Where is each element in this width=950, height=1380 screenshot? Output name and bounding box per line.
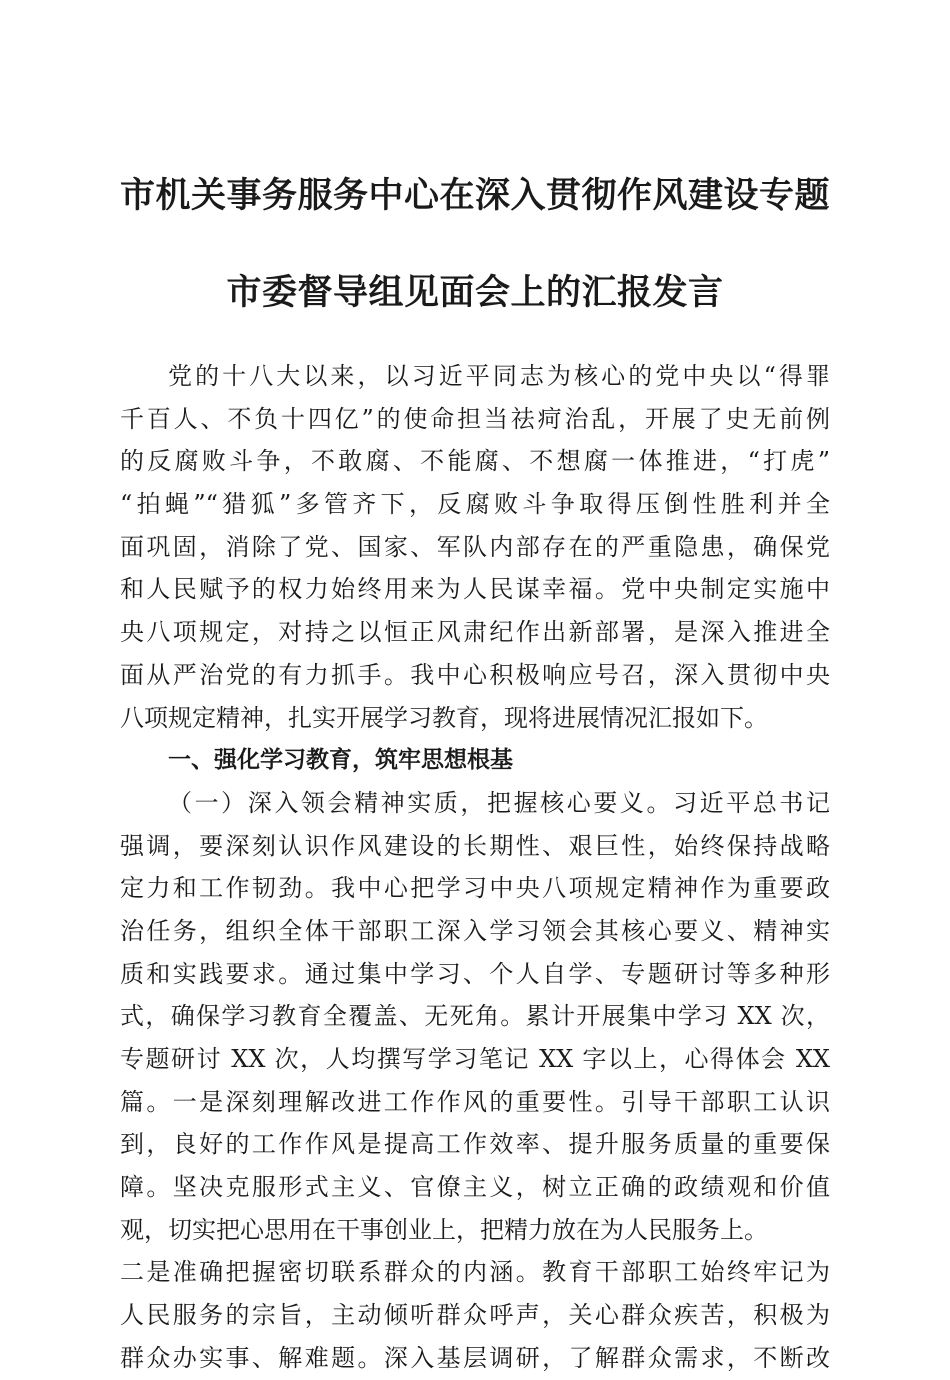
paragraph-line: “拍蝇”“猎狐”多管齐下，反腐败斗争取得压倒性胜利并全 [120,490,830,519]
paragraph-line: 到，良好的工作作风是提高工作效率、提升服务质量的重要保 [120,1130,830,1159]
paragraph-line: 群众办实事、解难题。深入基层调研，了解群众需求，不断改 [120,1343,830,1372]
paragraph-line: 定力和工作韧劲。我中心把学习中央八项规定精神作为重要政 [120,874,830,903]
paragraph-line: 式，确保学习教育全覆盖、无死角。累计开展集中学习 XX 次， [120,1002,830,1031]
paragraph-line: 人民服务的宗旨，主动倾听群众呼声，关心群众疾苦，积极为 [120,1301,830,1330]
paragraph-line: 治任务，组织全体干部职工深入学习领会其核心要义、精神实 [120,916,830,945]
paragraph-line: 面从严治党的有力抓手。我中心积极响应号召，深入贯彻中央 [120,660,830,689]
paragraph-line: 面巩固，消除了党、国家、军队内部存在的严重隐患，确保党 [120,532,830,561]
document-title-line-2: 市委督导组见面会上的汇报发言 [226,272,724,313]
paragraph-line: 障。坚决克服形式主义、官僚主义，树立正确的政绩观和价值 [120,1173,830,1202]
paragraph-line: 篇。一是深刻理解改进工作作风的重要性。引导干部职工认识 [120,1087,830,1116]
paragraph-line: 千百人、不负十四亿”的使命担当祛疴治乱，开展了史无前例 [120,404,830,433]
paragraph-line: 专题研讨 XX 次，人均撰写学习笔记 XX 字以上，心得体会 XX [120,1045,830,1073]
paragraph-line: （一）深入领会精神实质，把握核心要义。习近平总书记 [168,788,830,817]
paragraph-line: 强调，要深刻认识作风建设的长期性、艰巨性，始终保持战略 [120,831,830,860]
document-title-line-1: 市机关事务服务中心在深入贯彻作风建设专题 [119,175,830,216]
document-body [120,355,830,1380]
section-heading: 一、强化学习教育，筑牢思想根基 [168,747,513,774]
paragraph-line: 党的十八大以来，以习近平同志为核心的党中央以“得罪 [168,362,830,390]
paragraph-line: 央八项规定，对持之以恒正风肃纪作出新部署，是深入推进全 [120,618,830,647]
paragraph-line: 二是准确把握密切联系群众的内涵。教育干部职工始终牢记为 [120,1258,830,1287]
paragraph-line: 质和实践要求。通过集中学习、个人自学、专题研讨等多种形 [120,959,830,988]
paragraph-line: 的反腐败斗争，不敢腐、不能腐、不想腐一体推进，“打虎” [120,447,830,476]
paragraph-line: 和人民赋予的权力始终用来为人民谋幸福。党中央制定实施中 [120,575,830,604]
paragraph-line: 观，切实把心思用在干事创业上，把精力放在为人民服务上。 [120,1215,768,1244]
paragraph-line: 八项规定精神，扎实开展学习教育，现将进展情况汇报如下。 [120,703,768,732]
